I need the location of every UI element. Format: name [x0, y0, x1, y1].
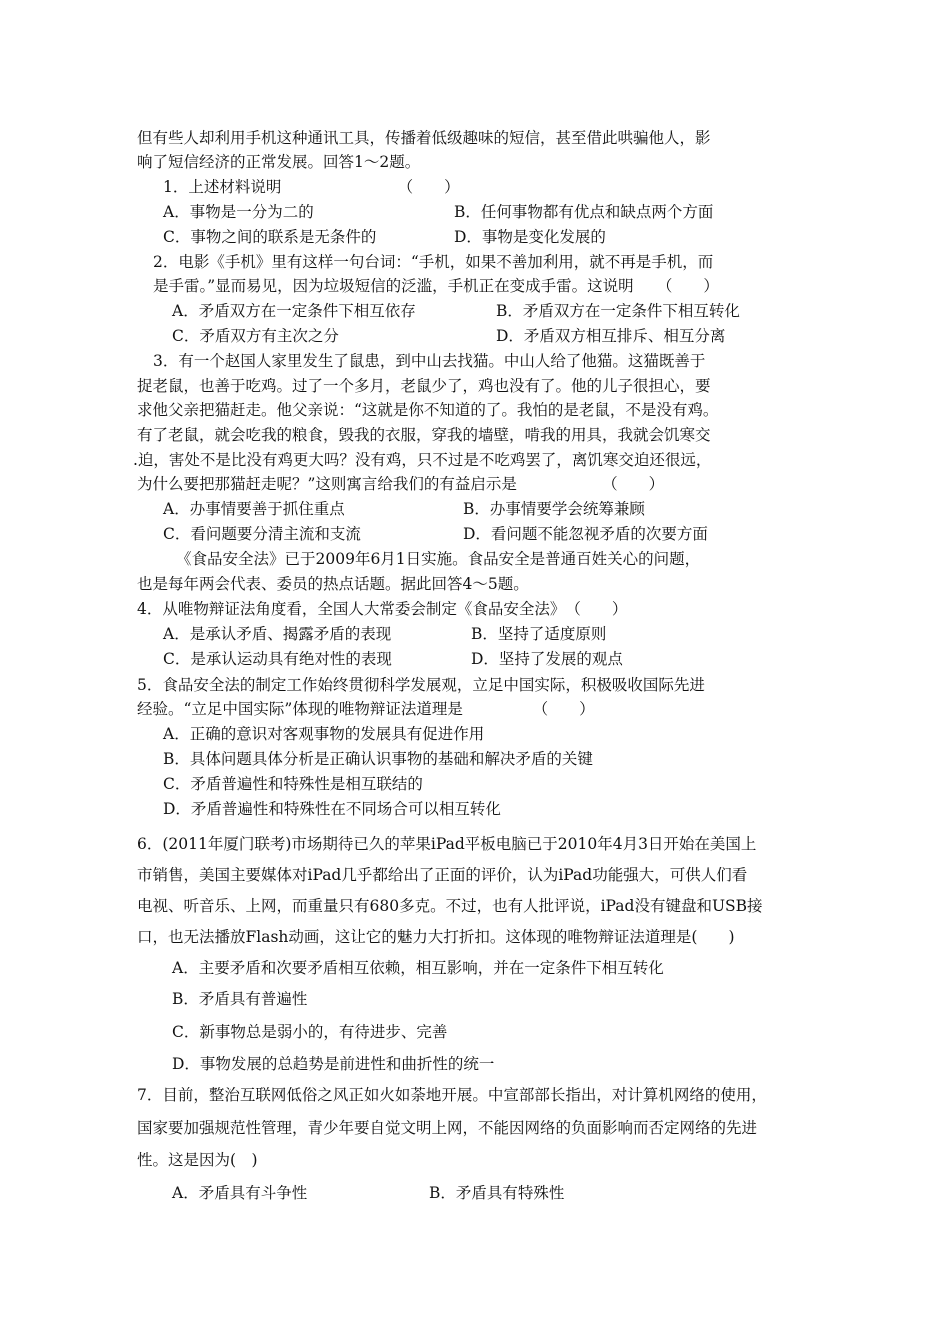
question-3-line-1: 3．有一个赵国人家里发生了鼠患，到中山去找猫。中山人给了他猫。这猫既善于 — [153, 352, 706, 370]
question-7-option-b: B．矛盾具有特殊性 — [429, 1184, 565, 1202]
intro-line-2: 响了短信经济的正常发展。回答1～2题。 — [137, 153, 421, 171]
question-5-line-1: 5．食品安全法的制定工作始终贯彻科学发展观，立足中国实际，积极吸收国际先进 — [137, 676, 705, 694]
question-5-option-c: C．矛盾普遍性和特殊性是相互联结的 — [163, 775, 423, 793]
question-1-option-a: A．事物是一分为二的 — [163, 203, 314, 221]
question-5-option-b: B．具体问题具体分析是正确认识事物的基础和解决矛盾的关键 — [163, 750, 593, 768]
question-4-stem: 4．从唯物辩证法角度看，全国人大常委会制定《食品安全法》 （ ） — [137, 600, 628, 618]
intro-2-line-1: 《食品安全法》已于2009年6月1日实施。食品安全是普通百姓关心的问题， — [176, 550, 701, 568]
question-4-option-a: A．是承认矛盾、揭露矛盾的表现 — [163, 625, 392, 643]
question-3-line-3: 求他父亲把猫赶走。他父亲说：“这就是你不知道的了。我怕的是老鼠，不是没有鸡。 — [137, 401, 719, 419]
intro-line-1: 但有些人却利用手机这种通讯工具，传播着低级趣味的短信，甚至借此哄骗他人，影 — [137, 129, 711, 147]
question-7-option-a: A．矛盾具有斗争性 — [172, 1184, 308, 1202]
question-2-option-d: D．矛盾双方相互排斥、相互分离 — [496, 327, 726, 345]
question-3-line-4: 有了老鼠，就会吃我的粮食，毁我的衣服，穿我的墙壁，啃我的用具，我就会饥寒交 — [137, 426, 711, 444]
question-3-line-2: 捉老鼠，也善于吃鸡。过了一个多月，老鼠少了，鸡也没有了。他的儿子很担心，要 — [137, 377, 711, 395]
question-4-option-c: C．是承认运动具有绝对性的表现 — [163, 650, 392, 668]
question-1-option-b: B．任何事物都有优点和缺点两个方面 — [454, 203, 714, 221]
question-4-option-b: B．坚持了适度原则 — [471, 625, 607, 643]
question-3-option-b: B．办事情要学会统筹兼顾 — [463, 500, 645, 518]
question-6-option-b: B．矛盾具有普遍性 — [172, 990, 308, 1008]
question-6-option-a: A．主要矛盾和次要矛盾相互依赖，相互影响，并在一定条件下相互转化 — [172, 959, 664, 977]
question-2-line-1: 2．电影《手机》里有这样一句台词：“手机，如果不善加利用，就不再是手机，而 — [153, 253, 714, 271]
question-3-line-6: 为什么要把那猫赶走呢？”这则寓言给我们的有益启示是 （ ） — [137, 475, 665, 493]
question-3-line-5: .迫，害处不是比没有鸡更大吗？没有鸡，只不过是不吃鸡罢了，离饥寒交迫还很远， — [133, 451, 712, 469]
question-5-option-a: A．正确的意识对客观事物的发展具有促进作用 — [163, 725, 485, 743]
question-3-option-a: A．办事情要善于抓住重点 — [163, 500, 345, 518]
question-2-option-c: C．矛盾双方有主次之分 — [172, 327, 339, 345]
question-1-stem: 1．上述材料说明 （ ） — [163, 178, 460, 196]
question-6-line-2: 市销售，美国主要媒体对iPad几乎都给出了正面的评价，认为iPad功能强大，可供人们看 — [137, 866, 748, 884]
question-2-option-b: B．矛盾双方在一定条件下相互转化 — [496, 302, 740, 320]
question-6-line-4: 口，也无法播放Flash动画，这让它的魅力大打折扣。这体现的唯物辩证法道理是( ) — [137, 928, 735, 946]
question-6-line-1: 6．(2011年厦门联考)市场期待已久的苹果iPad平板电脑已于2010年4月3日开始在美国上 — [137, 835, 757, 853]
question-4-option-d: D．坚持了发展的观点 — [471, 650, 623, 668]
question-2-option-a: A．矛盾双方在一定条件下相互依存 — [172, 302, 416, 320]
question-2-line-2: 是手雷。”显而易见，因为垃圾短信的泛滥，手机正在变成手雷。这说明 （ ） — [153, 277, 719, 295]
question-6-option-c: C．新事物总是弱小的，有待进步、完善 — [172, 1023, 448, 1041]
question-6-option-d: D．事物发展的总趋势是前进性和曲折性的统一 — [172, 1055, 495, 1073]
question-5-line-2: 经验。“立足中国实际”体现的唯物辩证法道理是 （ ） — [137, 700, 595, 718]
question-7-line-1: 7．目前，整治互联网低俗之风正如火如荼地开展。中宣部部长指出，对计算机网络的使用， — [137, 1086, 767, 1104]
question-1-option-d: D．事物是变化发展的 — [454, 228, 606, 246]
question-5-option-d: D．矛盾普遍性和特殊性在不同场合可以相互转化 — [163, 800, 501, 818]
question-3-option-c: C．看问题要分清主流和支流 — [163, 525, 361, 543]
question-1-option-c: C．事物之间的联系是无条件的 — [163, 228, 377, 246]
question-6-line-3: 电视、听音乐、上网，而重量只有680多克。不过，也有人批评说，iPad没有键盘和USB接 — [137, 897, 763, 915]
question-3-option-d: D．看问题不能忽视矛盾的次要方面 — [463, 525, 708, 543]
question-7-line-2: 国家要加强规范性管理，青少年要自觉文明上网，不能因网络的负面影响而否定网络的先进 — [137, 1119, 758, 1137]
question-7-line-3: 性。这是因为( ) — [137, 1151, 258, 1169]
intro-2-line-2: 也是每年两会代表、委员的热点话题。据此回答4～5题。 — [137, 575, 529, 593]
